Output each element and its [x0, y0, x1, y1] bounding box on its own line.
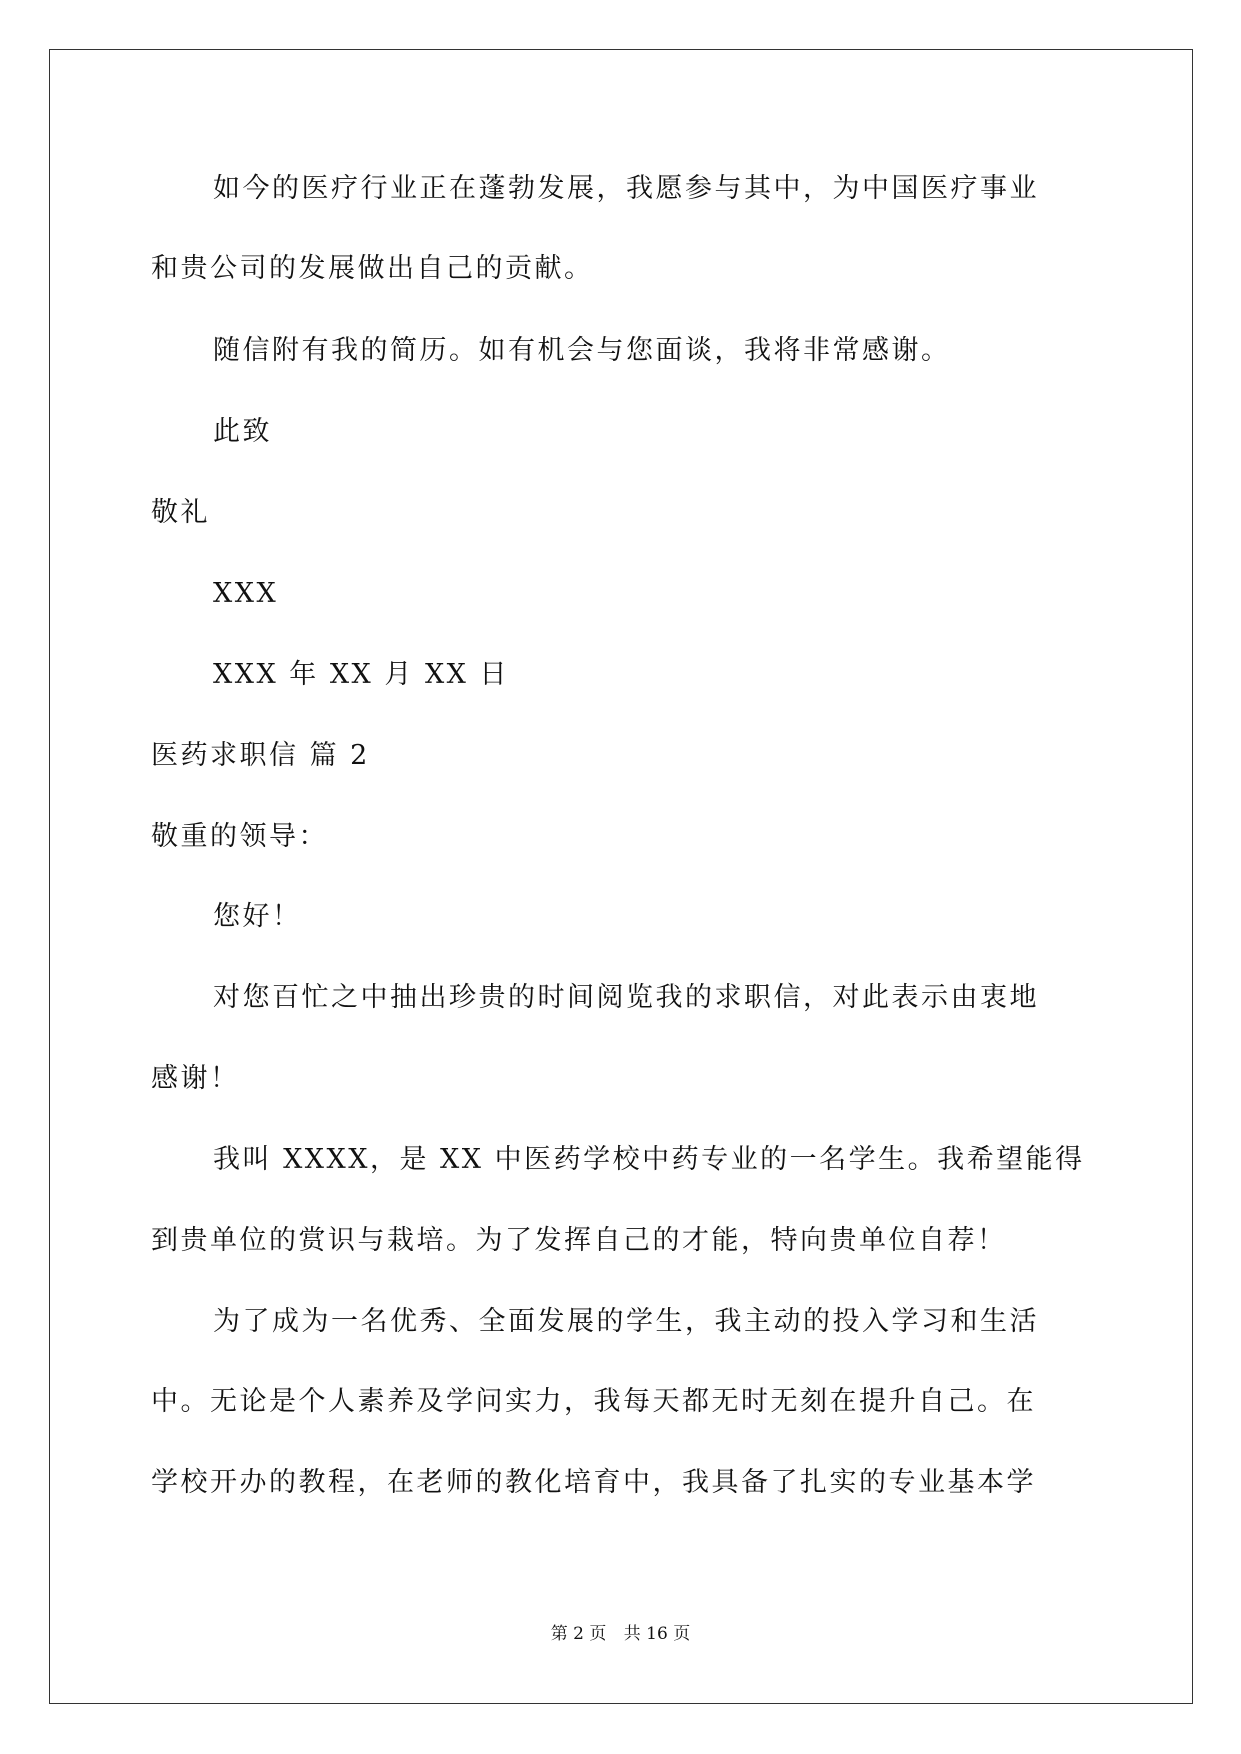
signature-name: XXX	[213, 578, 279, 609]
closing-salutation: 此致	[213, 416, 272, 447]
paragraph-line: 感谢！	[151, 1063, 240, 1094]
paragraph-line: 和贵公司的发展做出自己的贡献。	[151, 253, 594, 284]
paragraph-line: 中。无论是个人素养及学问实力，我每天都无时无刻在提升自己。在	[151, 1386, 1036, 1417]
closing-regards: 敬礼	[151, 497, 210, 528]
page-border	[49, 49, 1193, 1704]
signature-date: XXX 年 XX 月 XX 日	[213, 659, 509, 690]
greeting-hello: 您好！	[213, 901, 302, 932]
paragraph-line: 到贵单位的赏识与栽培。为了发挥自己的才能，特向贵单位自荐！	[151, 1225, 1007, 1256]
page-footer	[0, 1623, 1241, 1645]
paragraph-line: 学校开办的教程，在老师的教化培育中，我具备了扎实的专业基本学	[151, 1467, 1036, 1498]
paragraph-line: 为了成为一名优秀、全面发展的学生，我主动的投入学习和生活	[213, 1306, 1039, 1337]
page-number: 第 2 页	[550, 1624, 607, 1644]
paragraph-line: 如今的医疗行业正在蓬勃发展，我愿参与其中，为中国医疗事业	[213, 173, 1039, 204]
greeting: 敬重的领导：	[151, 821, 328, 852]
paragraph-line: 随信附有我的简历。如有机会与您面谈，我将非常感谢。	[213, 335, 951, 366]
section-title: 医药求职信 篇 2	[151, 740, 370, 771]
page-total: 共 16 页	[623, 1624, 691, 1644]
paragraph-line: 我叫 XXXX，是 XX 中医药学校中药专业的一名学生。我希望能得	[213, 1144, 1085, 1175]
paragraph-line: 对您百忙之中抽出珍贵的时间阅览我的求职信，对此表示由衷地	[213, 982, 1039, 1013]
